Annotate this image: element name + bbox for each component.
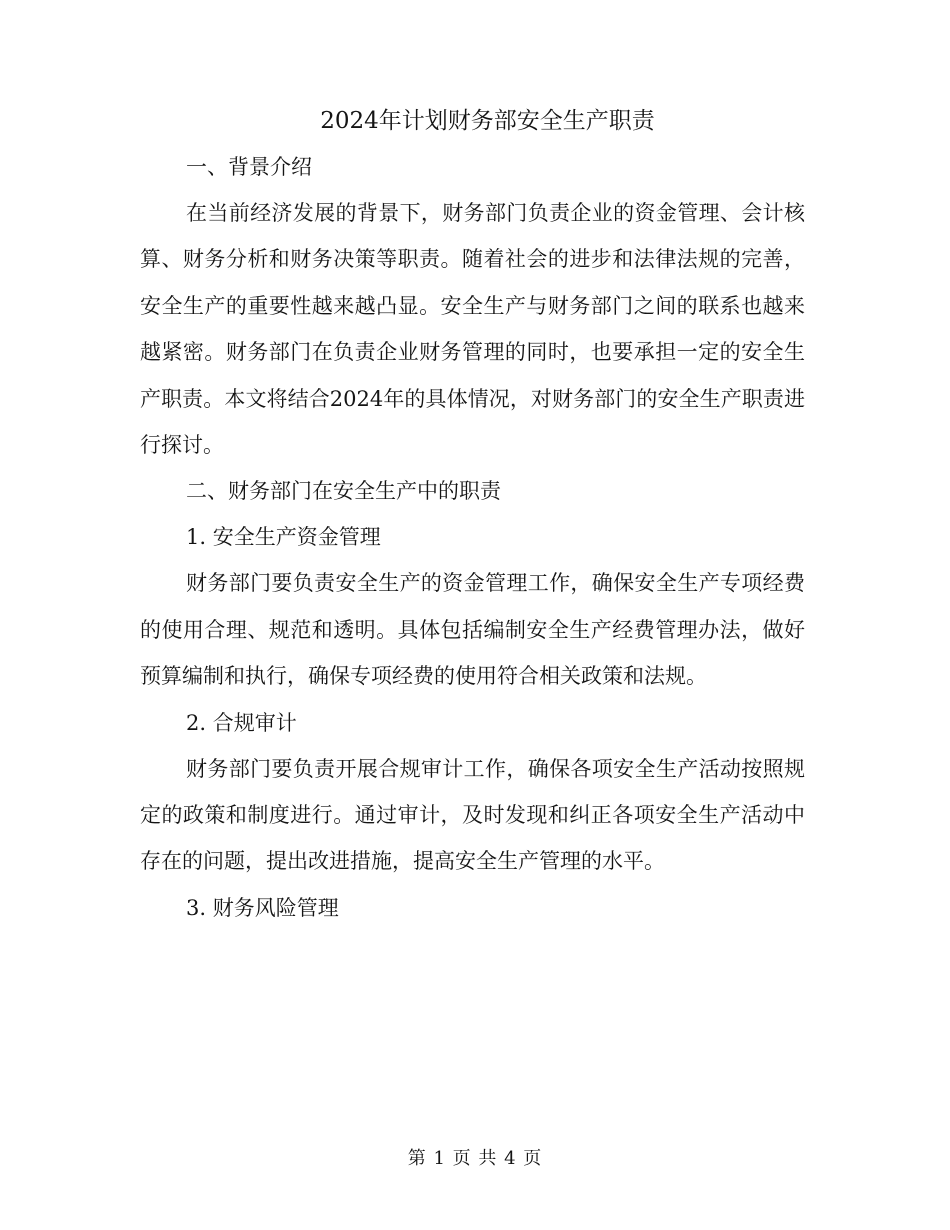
paragraph-background: 在当前经济发展的背景下，财务部门负责企业的资金管理、会计核算、财务分析和财务决策等职责。随着社会的进步和法律法规的完善，安全生产的重要性越来越凸显。安全生产与财务部门之间的联系也越来越紧密。财务部门在负责企业财务管理的同时，也要承担一定的安全生产职责。本文将结合2024年的具体情况，对财务部门的安全生产职责进行探讨。 — [140, 201, 805, 458]
subheading-fund-management: 1. 安全生产资金管理 — [186, 525, 381, 550]
paragraph-fund-management: 财务部门要负责安全生产的资金管理工作，确保安全生产专项经费的使用合理、规范和透明。具体包括编制安全生产经费管理办法，做好预算编制和执行，确保专项经费的使用符合相关政策和法规。 — [140, 571, 805, 689]
subheading-financial-risk: 3. 财务风险管理 — [186, 895, 339, 920]
document-body — [140, 98, 805, 931]
page-number-footer: 第 1 页 共 4 页 — [407, 1148, 543, 1169]
section-heading-background: 一、背景介绍 — [186, 155, 312, 179]
document-title: 2024年计划财务部安全生产职责 — [320, 108, 655, 134]
subheading-compliance-audit: 2. 合规审计 — [186, 710, 297, 735]
section-heading-duties: 二、财务部门在安全生产中的职责 — [186, 479, 501, 504]
paragraph-compliance-audit: 财务部门要负责开展合规审计工作，确保各项安全生产活动按照规定的政策和制度进行。通过审计，及时发现和纠正各项安全生产活动中存在的问题，提出改进措施，提高安全生产管理的水平。 — [140, 756, 805, 874]
